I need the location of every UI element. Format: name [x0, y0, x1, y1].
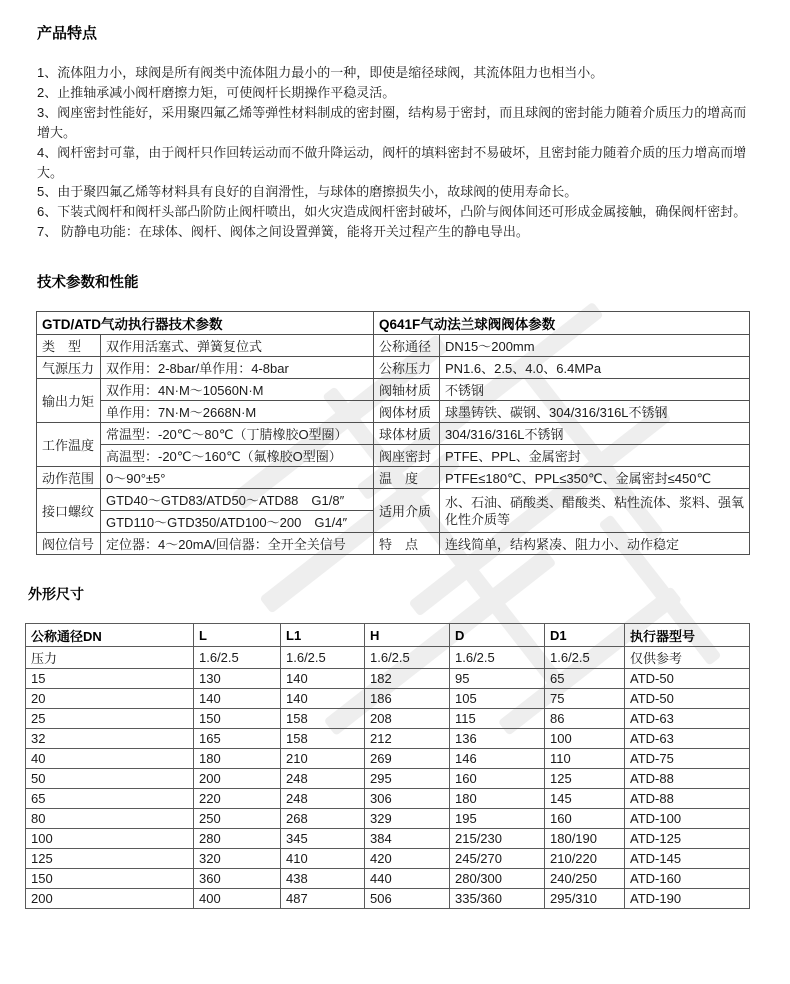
table-row [26, 669, 750, 689]
dim-cell: 295 [365, 769, 450, 789]
tech-label-cell: 阀体材质 [374, 401, 440, 423]
dim-cell: 158 [281, 709, 365, 729]
table-row [26, 647, 750, 669]
feature-item: 4、阀杆密封可靠，由于阀杆只作回转运动而不做升降运动，阀杆的填料密封不易破坏，且密封能力随着介质的压力增高而增大。 [37, 144, 747, 180]
dimensions-table [25, 623, 750, 909]
dim-cell: 65 [545, 669, 625, 689]
dim-cell: 160 [450, 769, 545, 789]
dim-cell: 245/270 [450, 849, 545, 869]
dim-cell: 1.6/2.5 [365, 647, 450, 669]
dim-cell: 105 [450, 689, 545, 709]
dim-cell: 400 [194, 889, 281, 909]
dim-cell: 329 [365, 809, 450, 829]
dim-cell: 25 [26, 709, 194, 729]
feature-item: 7、 防静电功能：在球体、阀杆、阀体之间设置弹簧，能将开关过程产生的静电导出。 [37, 224, 529, 240]
table-row [37, 312, 750, 335]
tech-value-cell: 球墨铸铁、碳钢、304/316/316L不锈钢 [440, 401, 750, 423]
dim-cell: 240/250 [545, 869, 625, 889]
tech-value-cell: PTFE、PPL、金属密封 [440, 445, 750, 467]
table-row [37, 335, 750, 357]
tech-label-cell: 公称通径 [374, 335, 440, 357]
features-list [37, 63, 758, 242]
dim-cell: 295/310 [545, 889, 625, 909]
table-row [37, 533, 750, 555]
dim-cell: 384 [365, 829, 450, 849]
dimensions-section-title: 外形尺寸 [28, 586, 84, 603]
tech-value-cell: 304/316/316L不锈钢 [440, 423, 750, 445]
dim-cell: 200 [194, 769, 281, 789]
table-row [37, 357, 750, 379]
dim-cell: 75 [545, 689, 625, 709]
dim-cell: 140 [281, 669, 365, 689]
dim-cell: ATD-50 [625, 689, 750, 709]
dim-cell: 200 [26, 889, 194, 909]
dim-cell: ATD-145 [625, 849, 750, 869]
dim-cell: 160 [545, 809, 625, 829]
dim-cell: 506 [365, 889, 450, 909]
tech-value-cell: PN1.6、2.5、4.0、6.4MPa [440, 357, 750, 379]
tech-value-cell: 双作用活塞式、弹簧复位式 [101, 335, 374, 357]
dim-cell: 210 [281, 749, 365, 769]
tech-label-cell: 阀座密封 [374, 445, 440, 467]
dim-cell: 195 [450, 809, 545, 829]
dim-cell: ATD-50 [625, 669, 750, 689]
dim-cell: 320 [194, 849, 281, 869]
tech-label-cell: 温 度 [374, 467, 440, 489]
dim-cell: 115 [450, 709, 545, 729]
dim-cell: 268 [281, 809, 365, 829]
dim-cell: 146 [450, 749, 545, 769]
dim-cell: ATD-88 [625, 769, 750, 789]
dim-cell: 208 [365, 709, 450, 729]
table-row [26, 624, 750, 647]
dim-cell: 345 [281, 829, 365, 849]
dim-cell: 180 [194, 749, 281, 769]
dim-cell: 32 [26, 729, 194, 749]
tech-value-cell: 不锈钢 [440, 379, 750, 401]
dim-cell: 487 [281, 889, 365, 909]
dim-cell: ATD-63 [625, 729, 750, 749]
dim-cell: 306 [365, 789, 450, 809]
dim-cell: 压力 [26, 647, 194, 669]
tech-label-cell: 阀位信号 [37, 533, 101, 555]
dim-cell: 250 [194, 809, 281, 829]
tech-right-header: Q641F气动法兰球阀阀体参数 [374, 312, 750, 335]
feature-item: 2、止推轴承减小阀杆磨擦力矩，可使阀杆长期操作平稳灵活。 [37, 84, 396, 100]
dim-cell: 40 [26, 749, 194, 769]
tech-value-cell: 0～90°±5° [101, 467, 374, 489]
dim-cell: 150 [26, 869, 194, 889]
dim-cell: 215/230 [450, 829, 545, 849]
dim-cell: ATD-190 [625, 889, 750, 909]
dim-header-cell: 执行器型号 [625, 624, 750, 647]
dim-cell: 50 [26, 769, 194, 789]
tech-value-cell: DN15～200mm [440, 335, 750, 357]
feature-item: 3、阀座密封性能好，采用聚四氟乙烯等弹性材料制成的密封圈，结构易于密封，而且球阀的密封能力随着介质压力的增高而增大。 [37, 104, 747, 140]
dim-cell: ATD-88 [625, 789, 750, 809]
dim-cell: 125 [545, 769, 625, 789]
dim-cell: 180 [450, 789, 545, 809]
tech-value-cell: PTFE≤180℃、PPL≤350℃、金属密封≤450℃ [440, 467, 750, 489]
feature-item: 1、流体阻力小，球阀是所有阀类中流体阻力最小的一种，即使是缩径球阀，其流体阻力也相当小。 [37, 65, 604, 80]
dim-cell: 20 [26, 689, 194, 709]
dim-cell: 95 [450, 669, 545, 689]
dim-cell: ATD-75 [625, 749, 750, 769]
dim-cell: 440 [365, 869, 450, 889]
tech-label-cell: 工作温度 [37, 423, 101, 467]
tech-value-cell: 定位器：4～20mA/回信器：全开全关信号 [101, 533, 374, 555]
tech-value-cell: GTD40～GTD83/ATD50～ATD88 G1/8″ [101, 489, 374, 511]
features-section-title: 产品特点 [37, 25, 98, 42]
dim-cell: 269 [365, 749, 450, 769]
dim-header-cell: L [194, 624, 281, 647]
table-row [37, 423, 750, 445]
tech-label-cell: 气源压力 [37, 357, 101, 379]
dim-cell: 140 [281, 689, 365, 709]
dim-cell: ATD-125 [625, 829, 750, 849]
dim-cell: 100 [26, 829, 194, 849]
dim-cell: 15 [26, 669, 194, 689]
document-body [0, 22, 790, 909]
dim-cell: 158 [281, 729, 365, 749]
tech-params-table [36, 311, 750, 555]
dim-cell: 220 [194, 789, 281, 809]
table-row [26, 689, 750, 709]
tech-label-cell: 类 型 [37, 335, 101, 357]
table-row [26, 769, 750, 789]
dim-cell: 125 [26, 849, 194, 869]
tech-value-cell: 双作用：2-8bar/单作用：4-8bar [101, 357, 374, 379]
dim-cell: 360 [194, 869, 281, 889]
tech-value-cell: 水、石油、硝酸类、醋酸类、粘性流体、浆料、强氧化性介质等 [440, 489, 750, 533]
dim-cell: ATD-63 [625, 709, 750, 729]
dim-cell: 212 [365, 729, 450, 749]
dim-cell: 仅供参考 [625, 647, 750, 669]
table-row [37, 401, 750, 423]
dim-cell: 180/190 [545, 829, 625, 849]
dim-cell: 210/220 [545, 849, 625, 869]
dim-cell: 80 [26, 809, 194, 829]
dim-cell: 248 [281, 789, 365, 809]
dim-header-cell: D [450, 624, 545, 647]
table-row [37, 445, 750, 467]
table-row [26, 789, 750, 809]
dim-cell: 136 [450, 729, 545, 749]
dim-cell: 130 [194, 669, 281, 689]
tech-section-title: 技术参数和性能 [37, 275, 139, 292]
dim-cell: 110 [545, 749, 625, 769]
table-row [26, 709, 750, 729]
dim-cell: 280/300 [450, 869, 545, 889]
tech-label-cell: 阀轴材质 [374, 379, 440, 401]
dim-cell: 1.6/2.5 [194, 647, 281, 669]
dim-cell: 1.6/2.5 [545, 647, 625, 669]
tech-label-cell: 球体材质 [374, 423, 440, 445]
dim-cell: 100 [545, 729, 625, 749]
tech-label-cell: 动作范围 [37, 467, 101, 489]
dim-header-cell: D1 [545, 624, 625, 647]
dim-cell: 165 [194, 729, 281, 749]
tech-left-header: GTD/ATD气动执行器技术参数 [37, 312, 374, 335]
feature-item: 6、下装式阀杆和阀杆头部凸阶防止阀杆喷出，如火灾造成阀杆密封破坏，凸阶与阀体间还可形成金属接触，确保阀杆密封。 [37, 204, 747, 220]
dim-cell: 182 [365, 669, 450, 689]
dim-header-cell: H [365, 624, 450, 647]
table-row [26, 849, 750, 869]
dim-cell: 410 [281, 849, 365, 869]
table-row [26, 889, 750, 909]
table-row [26, 869, 750, 889]
dim-cell: 280 [194, 829, 281, 849]
dim-header-cell: 公称通径DN [26, 624, 194, 647]
tech-value-cell: 常温型：-20℃～80℃（丁腈橡胶O型圈） [101, 423, 374, 445]
tech-label-cell: 公称压力 [374, 357, 440, 379]
dim-cell: ATD-100 [625, 809, 750, 829]
tech-label-cell: 输出力矩 [37, 379, 101, 423]
dim-cell: 186 [365, 689, 450, 709]
dim-cell: 335/360 [450, 889, 545, 909]
dim-cell: ATD-160 [625, 869, 750, 889]
table-row [26, 749, 750, 769]
table-row [37, 467, 750, 489]
feature-item: 5、由于聚四氟乙烯等材料具有良好的自润滑性，与球体的磨擦损失小，故球阀的使用寿命长。 [37, 184, 578, 200]
tech-label-cell: 接口螺纹 [37, 489, 101, 533]
table-row [26, 809, 750, 829]
tech-value-cell: 连线简单，结构紧凑、阻力小、动作稳定 [440, 533, 750, 555]
tech-value-cell: 双作用：4N·M～10560N·M [101, 379, 374, 401]
tech-value-cell: 高温型：-20℃～160℃（氟橡胶O型圈） [101, 445, 374, 467]
tech-value-cell: GTD110～GTD350/ATD100～200 G1/4″ [101, 511, 374, 533]
dim-cell: 420 [365, 849, 450, 869]
dim-cell: 65 [26, 789, 194, 809]
table-row [26, 729, 750, 749]
dim-cell: 145 [545, 789, 625, 809]
dimensions-body [26, 647, 750, 909]
table-row [26, 829, 750, 849]
tech-value-cell: 单作用：7N·M～2668N·M [101, 401, 374, 423]
dim-cell: 1.6/2.5 [450, 647, 545, 669]
dim-header-cell: L1 [281, 624, 365, 647]
dim-cell: 248 [281, 769, 365, 789]
tech-label-cell: 特 点 [374, 533, 440, 555]
dim-cell: 1.6/2.5 [281, 647, 365, 669]
table-row [37, 489, 750, 511]
dim-cell: 150 [194, 709, 281, 729]
dim-cell: 438 [281, 869, 365, 889]
dim-cell: 140 [194, 689, 281, 709]
dim-cell: 86 [545, 709, 625, 729]
table-row [37, 379, 750, 401]
tech-label-cell: 适用介质 [374, 489, 440, 533]
